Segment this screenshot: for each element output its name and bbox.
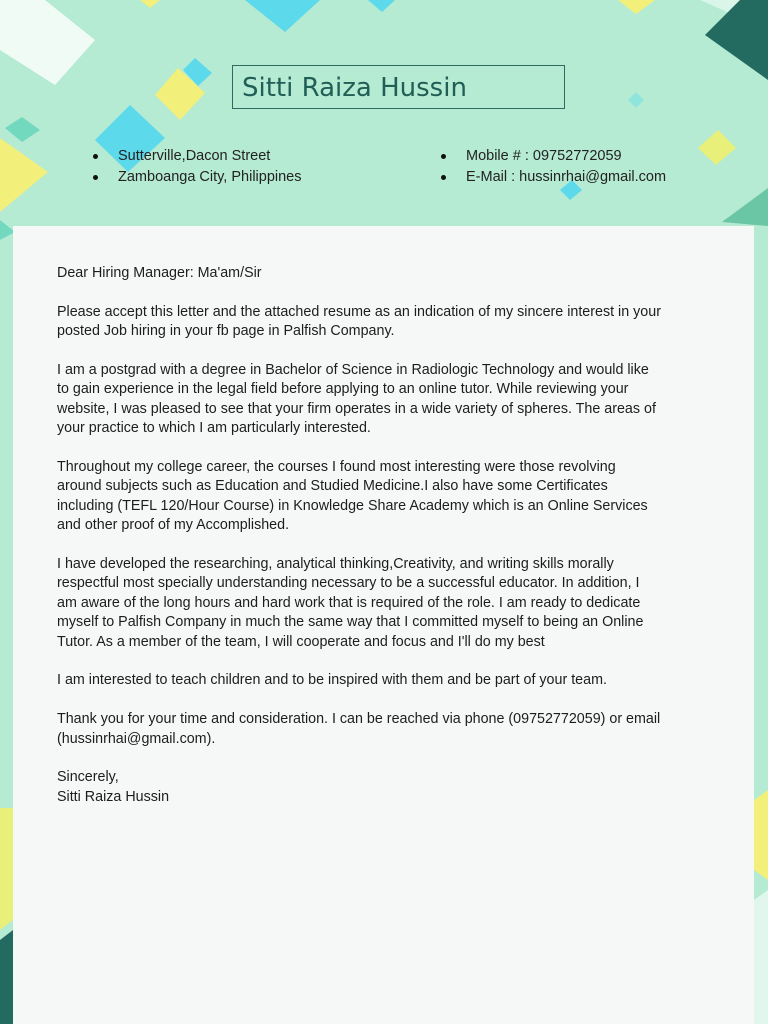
paragraph-college: Throughout my college career, the courses I found most interesting were those revolving around subjects such as Education and Studied Medicine.I also have some Certificates including (TEFL 120/Hour Course) in Knowledge Share Academy which is an Online Services and other proof of my Accomplished.	[57, 459, 648, 534]
closing: Sincerely,	[57, 769, 119, 786]
paragraph-thanks: Thank you for your time and consideration. I can be reached via phone (09752772059) or email (hussinrhai@gmail.com).	[57, 711, 661, 747]
paragraph-education: I am a postgrad with a degree in Bachelor of Science in Radiologic Technology and would like to gain experience in the legal field before applying to an online tutor. While reviewing your website, I was pleased to see that your firm operates in a wide variety of spheres. The areas of your practice to which I am particularly interested.	[57, 362, 656, 437]
paragraph-skills: I have developed the researching, analytical thinking,Creativity, and writing skills morally respectful most specially understanding necessary to be a successful educator. In addition, I am aware of the long hours and hard work that is required of the role. I am ready to dedicate myself to Palfish Company in much the same way that I committed myself to being an Online Tutor. As a member of the team, I will cooperate and focus and I'll do my best	[57, 556, 644, 650]
address-list	[92, 146, 302, 188]
mobile-number: Mobile # : 09752772059	[440, 146, 666, 167]
signature-name: Sitti Raiza Hussin	[57, 788, 170, 805]
paragraph-intro: Please accept this letter and the attached resume as an indication of my sincere interest in your posted Job hiring in your fb page in Palfish Company.	[57, 303, 661, 340]
paragraph-interest: I am interested to teach children and to be inspired with them and be part of your team.	[57, 672, 607, 689]
address-line-1: Sutterville,Dacon Street	[92, 146, 302, 167]
salutation: Dear Hiring Manager: Ma'am/Sir	[57, 265, 262, 281]
contact-list	[440, 146, 666, 188]
applicant-name: Sitti Raiza Hussin	[232, 65, 565, 109]
letter-body	[57, 264, 737, 807]
address-line-2: Zamboanga City, Philippines	[92, 167, 302, 188]
email-address: E-Mail : hussinrhai@gmail.com	[440, 167, 666, 188]
